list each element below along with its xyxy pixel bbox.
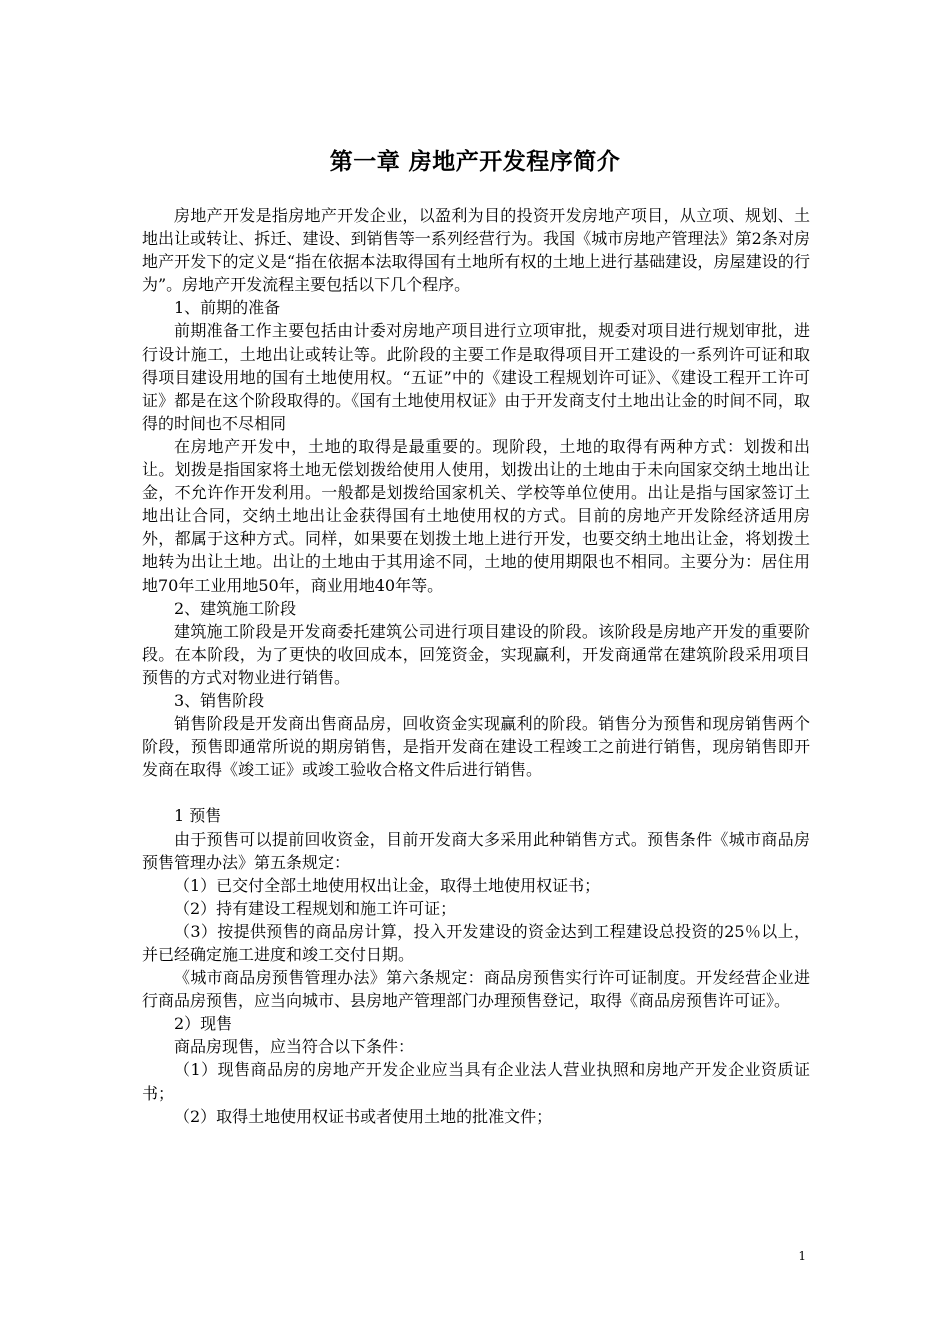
presale-condition-2: （2）持有建设工程规划和施工许可证； xyxy=(174,898,457,918)
section-heading-construction: 2、建筑施工阶段 xyxy=(174,598,297,618)
paragraph-sales: 销售阶段是开发商出售商品房，回收资金实现赢利的阶段。销售分为预售和现房销售两个阶段，预售即通常所说的期房销售，是指开发商在建设工程竣工之前进行销售，现房销售即开发商在取得《竣工证》或竣工验收合格文件后进行销售。 xyxy=(142,714,810,780)
presale-condition-3: （3）按提供预售的商品房计算，投入开发建设的资金达到工程建设总投资的25％以上，并已经确定施工进度和竣工交付日期。 xyxy=(142,921,810,964)
section-heading-preparation: 1、前期的准备 xyxy=(174,298,281,318)
paragraph-current-sale-conditions: 商品房现售，应当符合以下条件： xyxy=(174,1037,415,1057)
paragraph-presale-conditions: 由于预售可以提前回收资金，目前开发商大多采用此种销售方式。预售条件《城市商品房预售管理办法》第五条规定： xyxy=(142,829,810,872)
paragraph-presale-license: 《城市商品房预售管理办法》第六条规定：商品房预售实行许可证制度。开发经营企业进行商品房预售，应当向城市、县房地产管理部门办理预售登记，取得《商品房预售许可证》。 xyxy=(142,968,810,1011)
current-sale-condition-1: （1）现售商品房的房地产开发企业应当具有企业法人营业执照和房地产开发企业资质证书； xyxy=(142,1060,810,1103)
intro-paragraph: 房地产开发是指房地产开发企业，以盈利为目的投资开发房地产项目，从立项、规划、土地出让或转让、拆迁、建设、到销售等一系列经营行为。我国《城市房地产管理法》第2条对房地产开发下的定义是“指在依据本法取得国有土地所有权的土地上进行基础建设，房屋建设的行为”。房地产开发流程主要包括以下几个程序。 xyxy=(142,206,810,295)
subheading-presale: 1 预售 xyxy=(174,806,222,826)
document-body xyxy=(142,204,810,1128)
subheading-current-sale: 2）现售 xyxy=(174,1014,233,1034)
chapter-title: 第一章 房地产开发程序简介 xyxy=(329,149,621,175)
paragraph-construction: 建筑施工阶段是开发商委托建筑公司进行项目建设的阶段。该阶段是房地产开发的重要阶段。在本阶段，为了更快的收回成本，回笼资金，实现赢利，开发商通常在建筑阶段采用项目预售的方式对物业进行销售。 xyxy=(142,621,810,687)
page-number: 1 xyxy=(798,1249,806,1263)
presale-condition-1: （1）已交付全部土地使用权出让金，取得土地使用权证书； xyxy=(174,875,601,895)
blank-line xyxy=(142,781,810,804)
paragraph-preparation: 前期准备工作主要包括由计委对房地产项目进行立项审批，规委对项目进行规划审批，进行设计施工，土地出让或转让等。此阶段的主要工作是取得项目开工建设的一系列许可证和取得项目建设用地的国有土地使用权。“五证”中的《建设工程规划许可证》、《建设工程开工许可证》都是在这个阶段取得的。《国有土地使用权证》由于开发商支付土地出让金的时间不同，取得的时间也不尽相同 xyxy=(142,321,810,433)
current-sale-condition-2: （2）取得土地使用权证书或者使用土地的批准文件； xyxy=(174,1106,553,1126)
paragraph-land-acquisition: 在房地产开发中，土地的取得是最重要的。现阶段，土地的取得有两种方式：划拨和出让。划拨是指国家将土地无偿划拨给使用人使用，划拨出让的土地由于未向国家交纳土地出让金，不允许作开发利用。一般都是划拨给国家机关、学校等单位使用。出让是指与国家签订土地出让合同，交纳土地出让金获得国有土地使用权的方式。目前的房地产开发除经济适用房外，都属于这种方式。同样，如果要在划拨土地上进行开发，也要交纳土地出让金，将划拨土地转为出让土地。出让的土地由于其用途不同，土地的使用期限也不相同。主要分为：居住用地70年工业用地50年，商业用地40年等。 xyxy=(142,436,810,595)
section-heading-sales: 3、销售阶段 xyxy=(174,690,265,710)
